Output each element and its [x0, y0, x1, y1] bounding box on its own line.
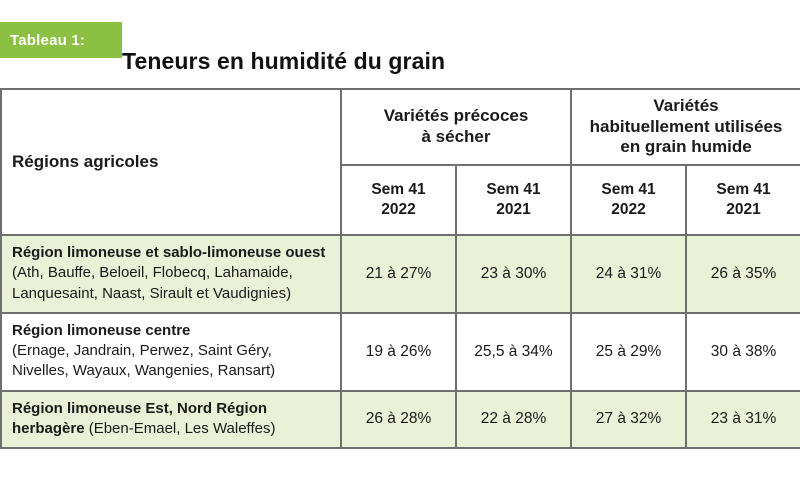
header-week-1-line1: Sem 41: [371, 181, 426, 199]
row-region-name: Région limoneuse centre: [12, 321, 191, 339]
row-region-detail: (Ernage, Jandrain, Perwez, Saint Géry, Nivelles, Wayaux, Wangenies, Ransart): [12, 342, 276, 380]
row-value: 26 à 28%: [341, 391, 456, 449]
figure-header: [0, 0, 800, 88]
row-region-detail: (Ath, Bauffe, Beloeil, Flobecq, Lahamaide, Lanquesaint, Naast, Sirault et Vaudignies): [12, 264, 293, 302]
row-value: 19 à 26%: [341, 313, 456, 391]
row-region-name: Région limoneuse et sablo-limoneuse ouest: [12, 244, 326, 262]
header-week-1: [341, 165, 456, 235]
header-week-3: [571, 165, 686, 235]
header-group-humid-grain: [571, 89, 800, 165]
figure-title: Teneurs en humidité du grain: [122, 48, 446, 74]
row-region-detail: (Eben-Emael, Les Waleffes): [84, 419, 276, 437]
header-group-early-varieties: [341, 89, 571, 165]
row-region-label: [1, 391, 341, 449]
humidity-table: [0, 88, 800, 449]
header-week-3-line2: 2022: [611, 201, 646, 219]
header-group2-line1: Variétés: [653, 96, 719, 115]
table-row: [1, 313, 800, 391]
header-week-2: [456, 165, 571, 235]
header-week-4-line1: Sem 41: [716, 181, 771, 199]
row-region-name: Région limoneuse Est, Nord Région herbagère: [12, 399, 268, 437]
row-value: 22 à 28%: [456, 391, 571, 449]
row-value: 21 à 27%: [341, 235, 456, 313]
header-regions: Régions agricoles: [1, 89, 341, 235]
figure-label-badge: [0, 22, 122, 58]
header-week-1-line2: 2022: [381, 201, 416, 219]
row-value: 24 à 31%: [571, 235, 686, 313]
header-group2-line3: en grain humide: [620, 137, 752, 157]
row-value: 25,5 à 34%: [456, 313, 571, 391]
header-week-2-line1: Sem 41: [486, 181, 541, 199]
row-region-label: [1, 235, 341, 313]
row-value: 27 à 32%: [571, 391, 686, 449]
table-row: [1, 235, 800, 313]
table-header-row-groups: [1, 89, 800, 165]
row-value: 30 à 38%: [686, 313, 800, 391]
header-group1-line2: à sécher: [421, 127, 491, 147]
header-week-3-line1: Sem 41: [601, 181, 656, 199]
header-week-4: [686, 165, 800, 235]
header-week-4-line2: 2021: [726, 201, 761, 219]
row-value: 25 à 29%: [571, 313, 686, 391]
row-value: 26 à 35%: [686, 235, 800, 313]
header-group1-line1: Variétés précoces: [383, 106, 529, 126]
table-row: [1, 391, 800, 449]
figure-label-text: Tableau 1:: [10, 31, 86, 49]
header-week-2-line2: 2021: [496, 201, 531, 219]
row-region-label: [1, 313, 341, 391]
row-value: 23 à 31%: [686, 391, 800, 449]
header-group2-line2: habituellement utilisées: [589, 116, 783, 136]
row-value: 23 à 30%: [456, 235, 571, 313]
